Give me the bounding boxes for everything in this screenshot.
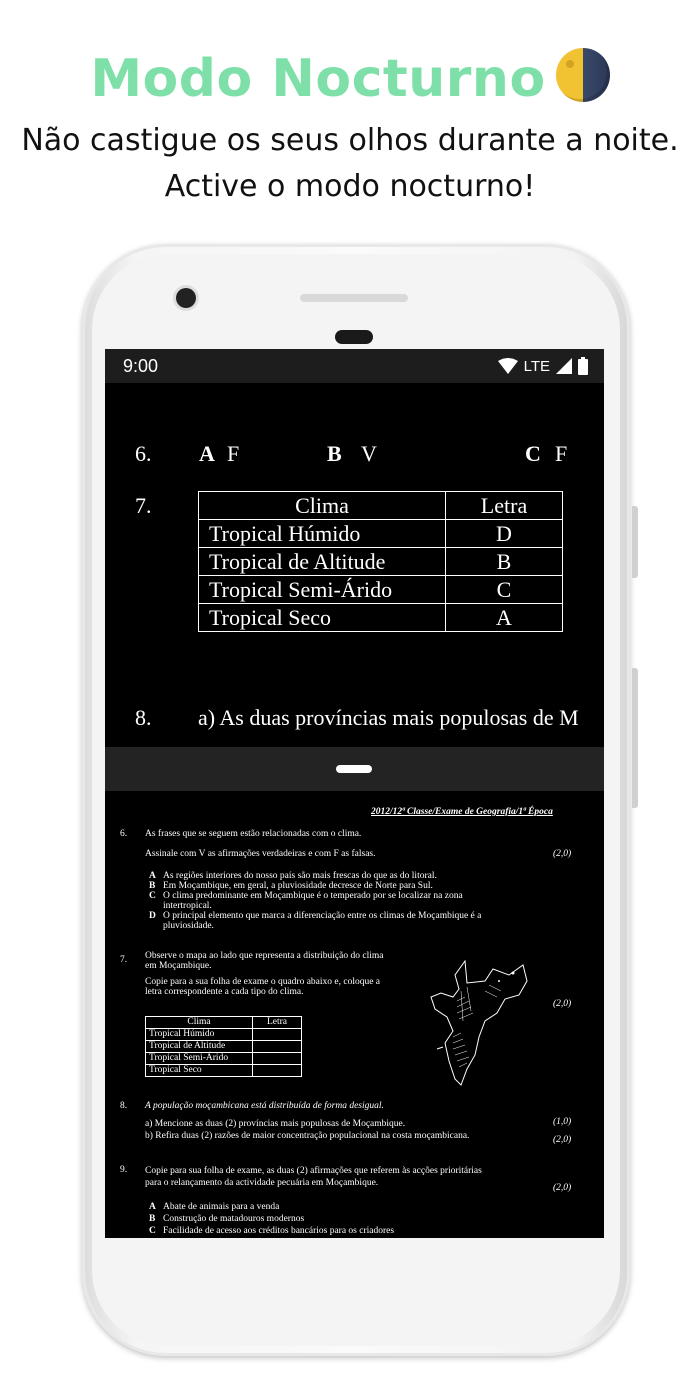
exam-clima-table	[145, 1016, 302, 1077]
exam-q7-text	[145, 951, 383, 997]
exam-q7-line4: letra correspondente a cada tipo do clima.	[145, 987, 304, 997]
promo-subtitle-line2: Active o modo nocturno!	[164, 169, 536, 204]
table-header-letra: Letra	[446, 492, 563, 520]
table-cell-letra: A	[446, 604, 563, 632]
zoom-q6-number: 6.	[135, 441, 152, 466]
zoom-q8-number: 8.	[135, 705, 152, 730]
list-item: intertropical.	[163, 901, 212, 911]
zoom-clima-table	[198, 491, 563, 632]
table-header-row	[146, 1017, 302, 1029]
status-icons	[498, 357, 588, 375]
table-cell-clima: Tropical Seco	[199, 604, 446, 632]
exam-q7-number: 7.	[120, 955, 128, 965]
phone-screen	[105, 349, 604, 1238]
table-cell-clima: Tropical de Altitude	[199, 548, 446, 576]
exam-q8-a-points: (1,0)	[553, 1117, 572, 1127]
list-item: B Construção de matadouros modernos	[149, 1214, 305, 1224]
drag-handle[interactable]	[336, 765, 372, 773]
list-item: D O principal elemento que marca a diferenciação entre os climas de Moçambique é a	[149, 911, 482, 921]
exam-q6-points: (2,0)	[553, 849, 572, 859]
exam-q9-line2: para o relançamento da actividade pecuária em Moçambique.	[145, 1178, 379, 1188]
volume-button	[632, 506, 638, 578]
exam-q7-points: (2,0)	[553, 999, 572, 1009]
table-row	[146, 1053, 302, 1065]
half-moon-icon	[556, 48, 610, 102]
list-item: A As regiões interiores do nosso país são mais frescas do que as do litoral.	[149, 871, 437, 881]
list-item: A Abate de animais para a venda	[149, 1202, 280, 1212]
table-header-clima: Clima	[146, 1017, 253, 1029]
table-cell-clima: Tropical Semi-Árido	[146, 1053, 253, 1065]
exam-q6-instruction: Assinale com V as afirmações verdadeiras e com F as falsas.	[145, 849, 376, 859]
zoom-q6-b-value: V	[361, 441, 377, 466]
table-row	[146, 1041, 302, 1053]
exam-q9-line1: Copie para sua folha de exame, as duas (2) afirmações que referem às acções prioritárias	[145, 1166, 482, 1176]
exam-q9-items	[149, 1201, 394, 1237]
table-cell-letra	[253, 1065, 302, 1077]
exam-q7-line3: Copie para a sua folha de exame o quadro abaixo e, coloque a	[145, 977, 381, 987]
promo-subtitle-line1: Não castigue os seus olhos durante a noite.	[21, 123, 679, 158]
promo-title-text: Modo Nocturno	[90, 49, 546, 109]
table-cell-clima: Tropical Seco	[146, 1065, 253, 1077]
list-item: C Facilidade de acesso aos créditos bancários para os criadores	[149, 1226, 395, 1236]
exam-q9-points: (2,0)	[553, 1183, 572, 1193]
exam-q7-line1: Observe o mapa ao lado que representa a distribuição do clima	[145, 951, 384, 961]
table-cell-letra	[253, 1029, 302, 1041]
signal-icon	[556, 358, 572, 374]
exam-q6-intro: As frases que se seguem estão relacionadas com o clima.	[145, 829, 362, 839]
exam-q7-line2: em Moçambique.	[145, 961, 212, 971]
list-item: B Em Moçambique, em geral, a pluviosidade decresce de Norte para Sul.	[149, 881, 433, 891]
wifi-icon	[498, 358, 518, 374]
zoom-question-6	[135, 441, 604, 471]
power-button	[632, 668, 638, 808]
table-cell-letra: C	[446, 576, 563, 604]
zoom-q6-b-letter: B	[327, 441, 342, 466]
exam-q8-b-points: (2,0)	[553, 1135, 572, 1145]
table-row	[199, 576, 563, 604]
exam-q8-a: a) Mencione as duas (2) províncias mais populosas de Moçambique.	[145, 1119, 406, 1129]
earpiece-speaker	[300, 294, 408, 302]
split-divider[interactable]	[105, 747, 604, 791]
promo-title	[0, 48, 700, 109]
exam-q6-number: 6.	[120, 829, 128, 839]
exam-q8-b: b) Refira duas (2) razões de maior concentração populacional na costa moçambicana.	[145, 1131, 470, 1141]
table-row	[199, 548, 563, 576]
front-camera	[176, 288, 196, 308]
table-cell-letra: D	[446, 520, 563, 548]
status-bar	[105, 349, 604, 383]
exam-q9-text	[145, 1165, 482, 1189]
table-cell-clima: Tropical Húmido	[146, 1029, 253, 1041]
network-type-label: LTE	[523, 357, 550, 375]
table-row	[146, 1065, 302, 1077]
exam-header: 2012/12ª Classe/Exame de Geografia/1ª Época	[371, 807, 553, 817]
zoom-q7-number: 7.	[135, 493, 152, 518]
table-cell-letra	[253, 1041, 302, 1053]
exam-q8-number: 8.	[120, 1101, 128, 1111]
table-cell-letra: B	[446, 548, 563, 576]
exam-page-view[interactable]	[105, 791, 604, 1238]
table-row	[146, 1029, 302, 1041]
table-cell-clima: Tropical de Altitude	[146, 1041, 253, 1053]
list-item: pluviosidade.	[163, 921, 214, 931]
table-header-letra: Letra	[253, 1017, 302, 1029]
proximity-sensor	[335, 330, 373, 344]
zoom-q6-a-value: F	[227, 441, 240, 466]
zoomed-view[interactable]	[105, 383, 604, 747]
table-cell-clima: Tropical Húmido	[199, 520, 446, 548]
status-time: 9:00	[123, 356, 159, 376]
table-row	[199, 604, 563, 632]
promo-subtitle	[0, 118, 700, 210]
table-cell-clima: Tropical Semi-Árido	[199, 576, 446, 604]
exam-q9-number: 9.	[120, 1165, 128, 1175]
exam-q6-items	[149, 871, 481, 931]
list-item: C O clima predominante em Moçambique é o temperado por se localizar na zona	[149, 891, 463, 901]
table-cell-letra	[253, 1053, 302, 1065]
mozambique-map-image	[427, 951, 537, 1091]
exam-q8-intro: A população moçambicana está distribuída de forma desigual.	[145, 1101, 384, 1111]
zoom-q6-c-value: F	[555, 441, 568, 466]
zoom-q8-text: a) As duas províncias mais populosas de M	[198, 705, 579, 730]
table-header-row	[199, 492, 563, 520]
table-header-clima: Clima	[199, 492, 446, 520]
zoom-q6-c-letter: C	[525, 441, 541, 466]
battery-icon	[578, 357, 588, 375]
table-row	[199, 520, 563, 548]
zoom-q6-a-letter: A	[199, 441, 215, 466]
